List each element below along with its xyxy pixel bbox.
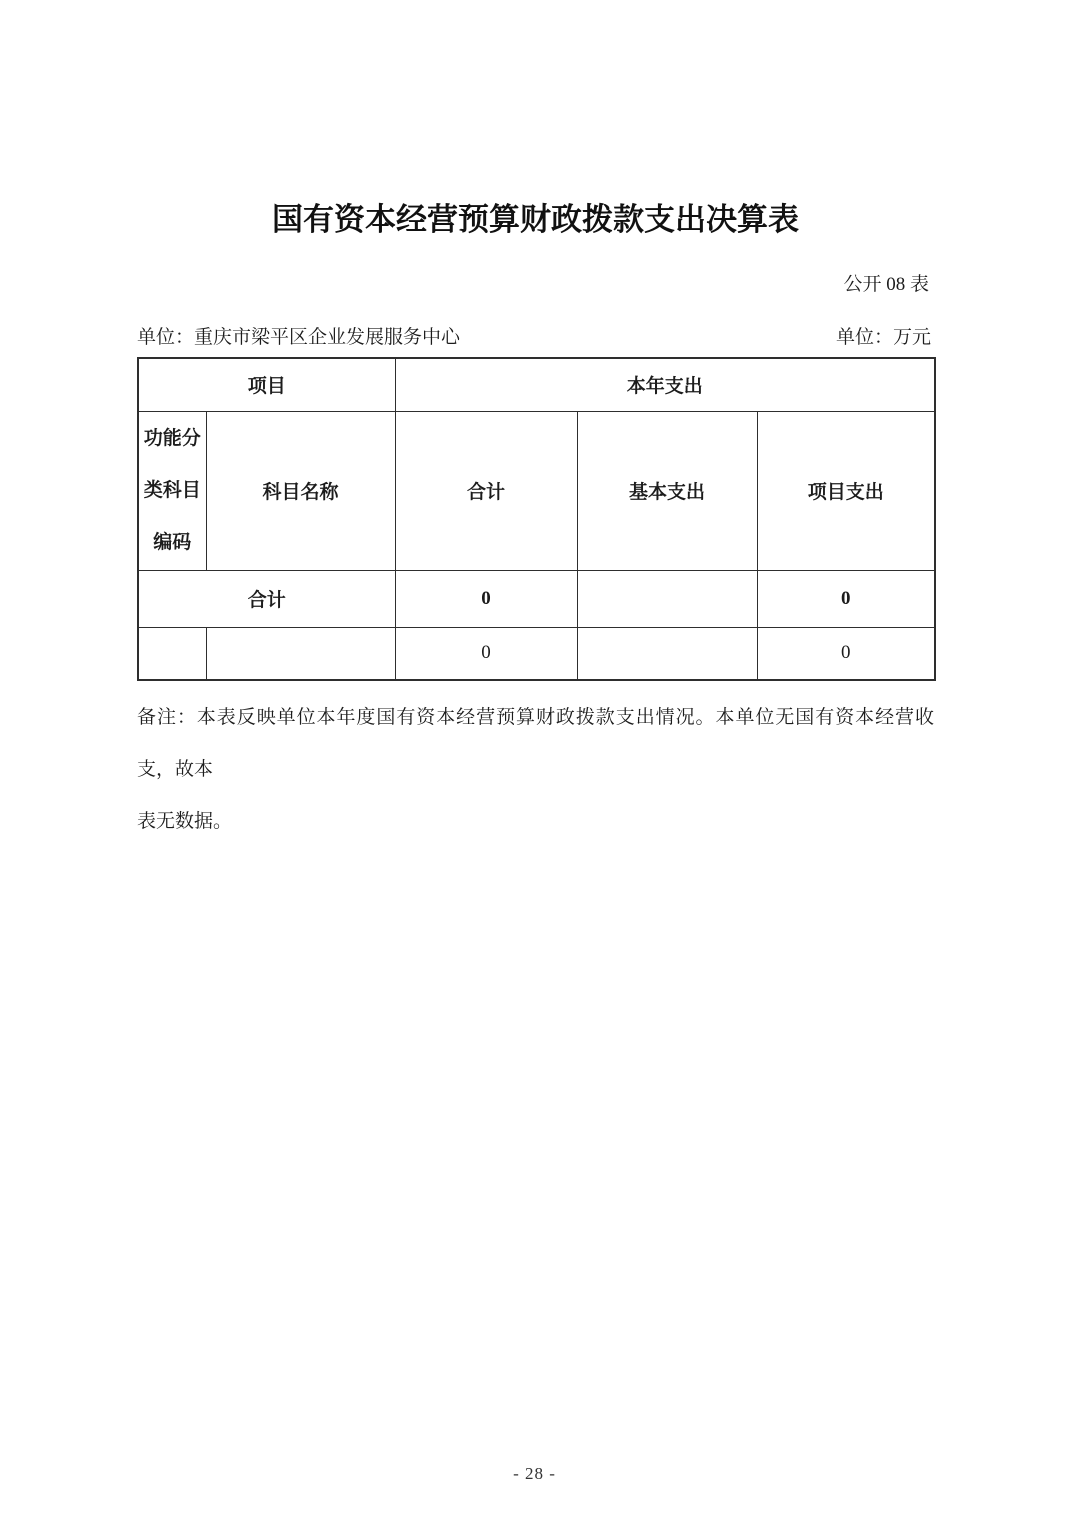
- table-data-row: [138, 627, 935, 680]
- data-row-code-cell: [138, 627, 206, 680]
- page-title: 国有资本经营预算财政拨款支出决算表: [272, 202, 799, 237]
- header-function-class-code: [138, 411, 206, 570]
- header-code-line: 类科目: [143, 479, 201, 501]
- note-line-1: 备注：本表反映单位本年度国有资本经营预算财政拨款支出情况。本单位无国有资本经营收支，故本: [137, 707, 934, 780]
- table-total-row: [138, 570, 935, 627]
- total-row-total-value: 0: [395, 570, 577, 627]
- total-row-label: 合计: [138, 570, 395, 627]
- unit-row: [137, 325, 934, 351]
- currency-unit-label: 单位：万元: [835, 327, 931, 348]
- header-subject-name: 科目名称: [206, 411, 395, 570]
- budget-table: [137, 357, 936, 681]
- data-row-name-cell: [206, 627, 395, 680]
- table-header-row-1: [138, 358, 935, 411]
- total-row-project-value: 0: [757, 570, 935, 627]
- page-number: - 28 -: [513, 1464, 556, 1483]
- header-code-line: 功能分: [143, 427, 201, 449]
- data-row-total-value: 0: [395, 627, 577, 680]
- table-number-label: 公开 08 表: [843, 274, 929, 295]
- note: [137, 692, 934, 848]
- header-code-line: 编码: [153, 531, 192, 553]
- reporting-unit-name: 单位：重庆市梁平区企业发展服务中心: [137, 327, 461, 348]
- header-basic-expenditure: 基本支出: [577, 411, 757, 570]
- page-content: [137, 0, 934, 848]
- data-row-project-value: 0: [757, 627, 935, 680]
- header-project-expenditure: 项目支出: [757, 411, 935, 570]
- header-total: 合计: [395, 411, 577, 570]
- data-row-basic-value: [577, 627, 757, 680]
- total-row-basic-value: [577, 570, 757, 627]
- header-project: 项目: [138, 358, 395, 411]
- note-line-2: 表无数据。: [137, 811, 233, 832]
- table-header-row-2: [138, 411, 935, 570]
- header-current-year-expenditure: 本年支出: [395, 358, 935, 411]
